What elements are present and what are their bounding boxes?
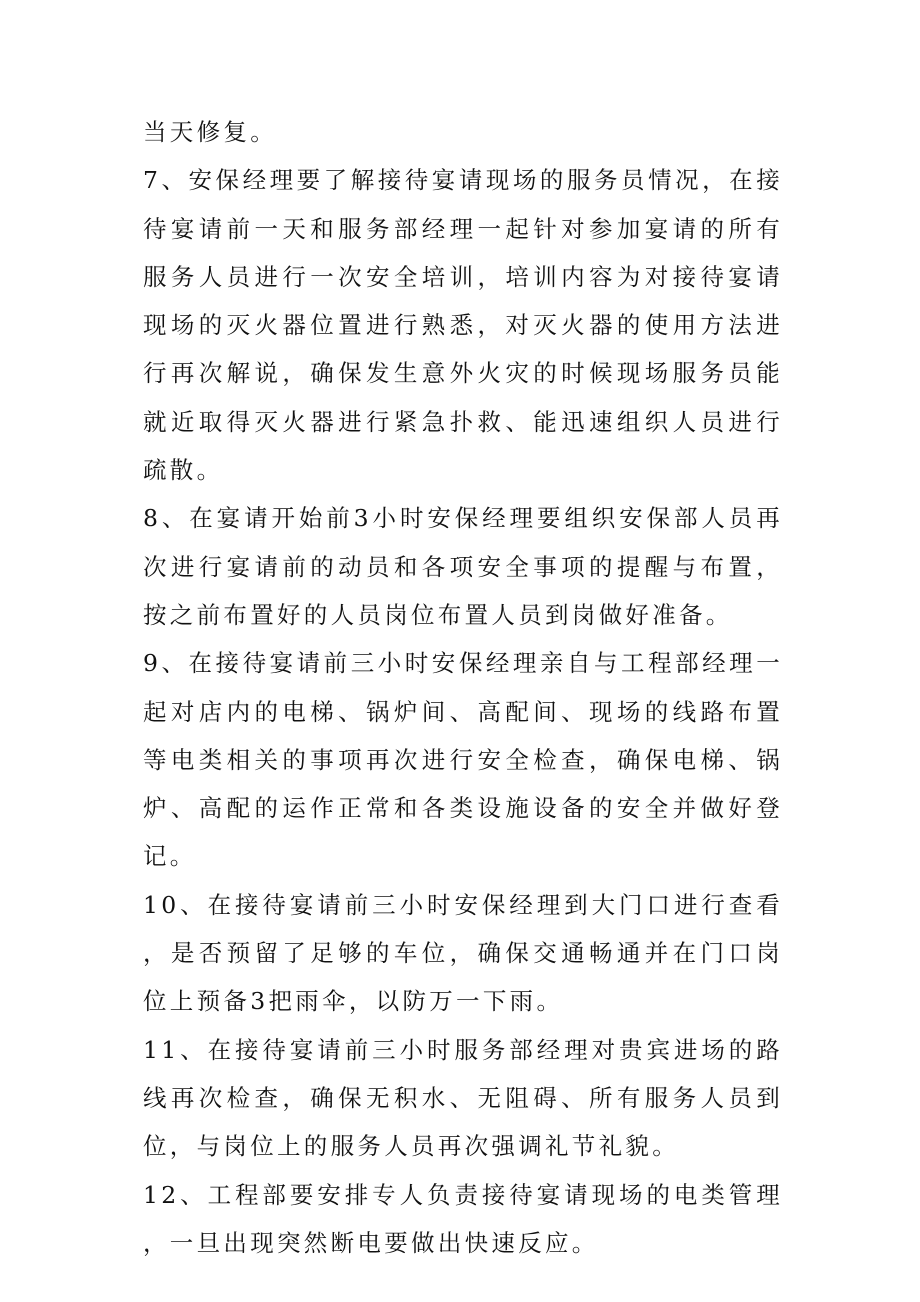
paragraph-continuation: 当天修复。 <box>143 118 277 146</box>
paragraph-item-11: 11、在接待宴请前三小时服务部经理对贵宾进场的路线再次检查，确保无积水、无阻碍、所有服务人员到位，与岗位上的服务人员再次强调礼节礼貌。 <box>143 1035 783 1161</box>
paragraph-item-9: 9、在接待宴请前三小时安保经理亲自与工程部经理一起对店内的电梯、锅炉间、高配间、现场的线路布置等电类相关的事项再次进行安全检查，确保电梯、锅炉、高配的运作正常和各类设施设备的安全并做好登记。 <box>143 649 783 871</box>
paragraph-item-7: 7、安保经理要了解接待宴请现场的服务员情况，在接待宴请前一天和服务部经理一起针对参加宴请的所有服务人员进行一次安全培训，培训内容为对接待宴请现场的灭火器位置进行熟悉，对灭火器的使用方法进行再次解说，确保发生意外火灾的时候现场服务员能就近取得灭火器进行紧急扑救、能迅速组织人员进行疏散。 <box>143 166 783 485</box>
paragraph-item-8: 8、在宴请开始前3小时安保经理要组织安保部人员再次进行宴请前的动员和各项安全事项的提醒与布置，按之前布置好的人员岗位布置人员到岗做好准备。 <box>143 504 783 629</box>
paragraph-item-10: 10、在接待宴请前三小时安保经理到大门口进行查看，是否预留了足够的车位，确保交通畅通并在门口岗位上预备3把雨伞，以防万一下雨。 <box>143 890 783 1016</box>
document-body <box>143 108 783 1267</box>
paragraph-item-12: 12、工程部要安排专人负责接待宴请现场的电类管理，一旦出现突然断电要做出快速反应。 <box>143 1180 783 1257</box>
